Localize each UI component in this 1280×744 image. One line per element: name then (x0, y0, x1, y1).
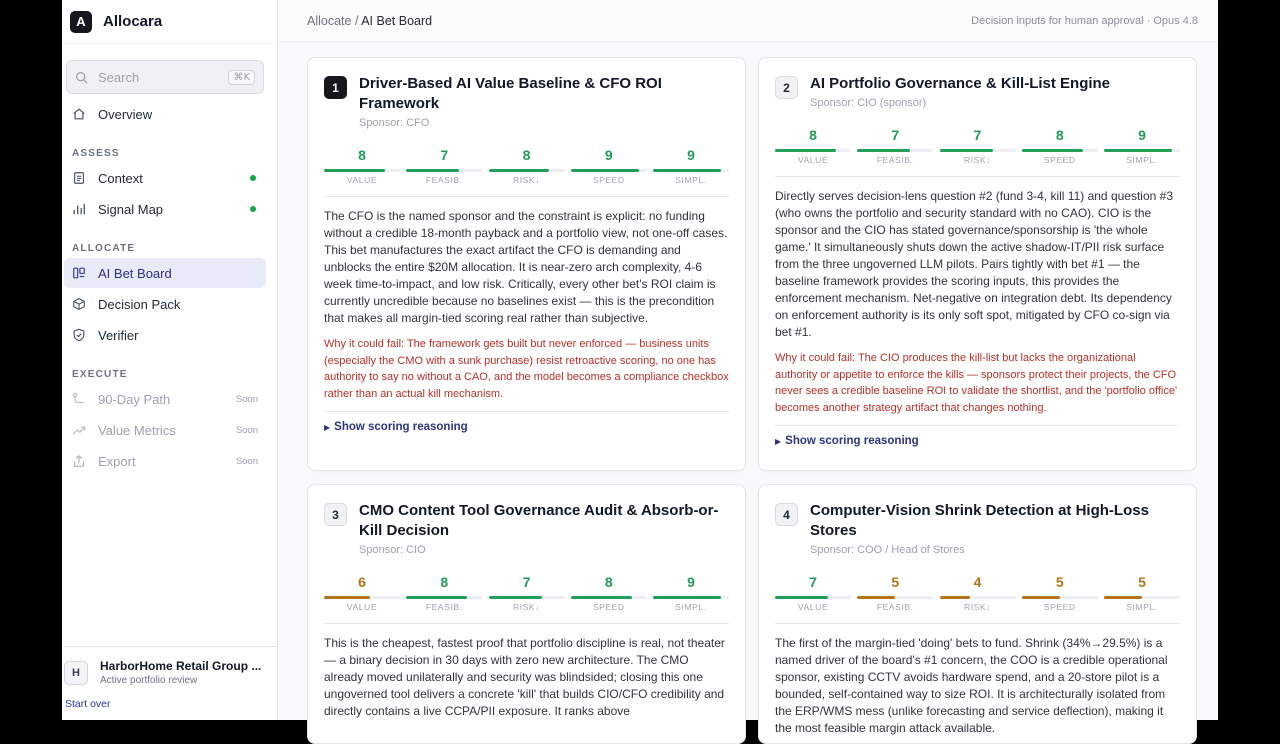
divider (775, 176, 1180, 177)
score-bar-fill (857, 149, 910, 152)
score-bar-fill (324, 596, 370, 599)
score-bar (775, 596, 851, 599)
workspace-name: HarborHome Retail Group ... (100, 659, 262, 673)
sidebar-item-signal-map[interactable] (64, 194, 266, 224)
sidebar-item-label: Export (98, 453, 136, 469)
bet-rationale: Directly serves decision-lens question #2 (fund 3-4, kill 11) and question #3 (who owns the portfolio and security standard with no CAO). CIO is the sponsor and the CIO has stated governance/sponsorship is 'the whole game.' It simultaneously shuts down the active shadow-IT/PII risk surface from the three ungoverned LLM pilots. Pairs tightly with bet #1 — the baseline framework provides the scoring inputs, this provides the enforcement mechanism. Net-negative on integration debt. Its dependency on enforcement authority is its only soft spot, mitigated by CFO co-sign via bet #1. (775, 189, 1173, 339)
section-heading-execute: EXECUTE (72, 369, 128, 380)
divider (324, 623, 729, 624)
divider (324, 196, 729, 197)
score-bar (324, 169, 400, 172)
score-value (324, 574, 400, 612)
score-value: 9 (687, 574, 695, 590)
brand-header (62, 0, 277, 44)
sidebar-nav (62, 99, 277, 476)
soon-badge: Soon (235, 424, 258, 436)
score-label: SIMPL. (675, 175, 707, 185)
show-scoring-reasoning-toggle[interactable] (324, 421, 729, 433)
score-value: 5 (1138, 574, 1146, 590)
score-row (775, 574, 1180, 612)
score-speed (571, 147, 647, 185)
sidebar-item-overview[interactable] (64, 99, 266, 129)
breadcrumb-current: AI Bet Board (361, 13, 433, 28)
bet-title: Computer-Vision Shrink Detection at High-Loss Stores (810, 502, 1149, 539)
app-window (62, 0, 1218, 735)
score-label: VALUE (797, 602, 829, 612)
show-scoring-reasoning-toggle[interactable] (775, 435, 1180, 447)
score-feasib (857, 127, 933, 165)
score-value: 4 (973, 574, 982, 590)
score-bar-fill (1104, 596, 1142, 599)
sidebar-item-ai-bet-board[interactable] (64, 258, 266, 288)
score-label: FEASIB. (425, 175, 463, 185)
caret-right-icon: ▶ (324, 422, 331, 432)
score-value: 8 (604, 574, 613, 590)
score-value: 7 (891, 127, 900, 143)
score-bar-fill (1022, 149, 1083, 152)
bet-card (307, 484, 746, 744)
soon-badge: Soon (235, 393, 258, 405)
sidebar-item-label: Verifier (98, 327, 139, 343)
score-bar (940, 596, 1016, 599)
bet-title: AI Portfolio Governance & Kill-List Engine (810, 75, 1111, 92)
score-simpl (1104, 574, 1180, 612)
sidebar (62, 0, 278, 720)
bet-rank-badge: 1 (324, 76, 347, 99)
score-feasib (406, 147, 482, 185)
score-bar-fill (1104, 149, 1172, 152)
caret-right-icon: ▶ (775, 436, 782, 446)
failure-risk: Why it could fail: The framework gets built but never enforced — business units (especially the CMO with a sunk purchase) resist retroactive scoring, no one has authority to say no without a CAO, and the model becomes a compliance checkbox rather than an actual kill mechanism. (324, 338, 729, 400)
score-risk (940, 127, 1016, 165)
score-bar (653, 596, 729, 599)
score-bar (857, 149, 933, 152)
bet-rationale: The CFO is the named sponsor and the constraint is explicit: no funding without a credible 18-month payback and a portfolio view, not one-off cases. This bet manufactures the exact artifact the CFO is demanding and unblocks the entire $20M allocation. It is near-zero arch complexity, 4-6 week time-to-impact, and low risk. Critically, every other bet's ROI claim is currently uncredible because no baselines exist — this is the precondition that makes all margin-tied scoring real rather than subjective. (324, 209, 728, 325)
app-logo[interactable]: A (70, 11, 92, 33)
score-label: FEASIB. (876, 602, 914, 612)
sidebar-item-export[interactable] (64, 446, 266, 476)
score-row (324, 574, 729, 612)
bet-rank-badge: 4 (775, 503, 798, 526)
score-label: SPEED (592, 175, 625, 185)
search-shortcut: ⌘K (228, 70, 255, 85)
sidebar-item-context[interactable] (64, 163, 266, 193)
shield-check-icon (72, 328, 86, 342)
score-bar-fill (653, 169, 721, 172)
breadcrumb-separator: / (351, 13, 362, 28)
app-name: Allocara (103, 13, 163, 30)
score-bar-fill (489, 169, 550, 172)
sidebar-item-label: 90-Day Path (98, 391, 171, 407)
score-value: 9 (687, 147, 695, 163)
score-label: VALUE (346, 175, 378, 185)
score-bar (940, 149, 1016, 152)
score-label: SIMPL. (1126, 155, 1158, 165)
score-value (775, 574, 851, 612)
main-content (278, 0, 1218, 735)
score-bar (489, 169, 565, 172)
bet-card (758, 484, 1197, 744)
score-value: 7 (973, 127, 982, 143)
score-speed (571, 574, 647, 612)
score-bar-fill (857, 596, 895, 599)
bet-sponsor: Sponsor: CFO (359, 117, 430, 129)
score-bar (406, 596, 482, 599)
board-icon (72, 266, 86, 280)
score-label: SPEED (1043, 602, 1076, 612)
score-value: 8 (1055, 127, 1064, 143)
score-label: RISK↓ (512, 175, 541, 185)
bet-rationale: The first of the margin-tied 'doing' bets to fund. Shrink (34%→29.5%) is a named driver of the board's #1 concern, the COO is a credible operational sponsor, existing CCTV avoids hardware spend, and a 20-store pilot is a bounded, self-contained way to size ROI. It is architecturally isolated from the ERP/WMS mess (unlike forecasting and service deflection), making it the most feasible margin attack available. (775, 636, 1168, 735)
sidebar-item-label: AI Bet Board (98, 265, 172, 281)
score-label: RISK↓ (963, 155, 992, 165)
score-value: 9 (604, 147, 613, 163)
divider (324, 411, 729, 412)
score-feasib (857, 574, 933, 612)
sidebar-item-label: Overview (98, 106, 153, 122)
score-bar-fill (775, 596, 828, 599)
score-value: 7 (440, 147, 449, 163)
score-bar (1104, 596, 1180, 599)
divider (775, 425, 1180, 426)
workspace-switcher[interactable] (62, 646, 277, 686)
score-bar-fill (775, 149, 836, 152)
search-box[interactable] (66, 60, 264, 94)
bet-title: CMO Content Tool Governance Audit & Absorb-or-Kill Decision (359, 502, 719, 539)
bet-card (758, 57, 1197, 471)
score-simpl (653, 574, 729, 612)
score-bar-fill (571, 596, 632, 599)
score-bar-fill (406, 596, 467, 599)
score-value: 8 (440, 574, 449, 590)
score-bar (571, 596, 647, 599)
bet-card (307, 57, 746, 471)
score-risk (940, 574, 1016, 612)
score-bar-fill (489, 596, 542, 599)
score-bar-fill (940, 596, 970, 599)
score-label: RISK↓ (512, 602, 541, 612)
score-value: 5 (1055, 574, 1064, 590)
bet-sponsor: Sponsor: CIO (sponsor) (810, 97, 927, 109)
score-value: 5 (891, 574, 900, 590)
sidebar-item-label: Value Metrics (98, 422, 176, 438)
section-heading-assess: ASSESS (72, 148, 120, 159)
score-label: VALUE (346, 602, 378, 612)
score-bar (406, 169, 482, 172)
document-icon (72, 171, 86, 185)
sidebar-item-value-metrics[interactable] (64, 415, 266, 445)
model-note: Decision inputs for human approval · Opus 4.8 (971, 14, 1198, 27)
workspace-avatar: H (64, 661, 88, 685)
bet-rank-badge: 2 (775, 76, 798, 99)
sidebar-item-90-day-path[interactable] (64, 384, 266, 414)
top-bar (278, 0, 1218, 42)
score-bar-fill (324, 169, 385, 172)
breadcrumb (307, 14, 432, 28)
trend-icon (72, 423, 86, 437)
score-speed (1022, 127, 1098, 165)
sidebar-item-label: Decision Pack (98, 296, 181, 312)
score-label: SPEED (1043, 155, 1076, 165)
path-icon (72, 392, 86, 406)
score-label: SIMPL. (675, 602, 707, 612)
status-dot (250, 206, 256, 212)
failure-risk: Why it could fail: The CIO produces the kill-list but lacks the organizational authority or appetite to enforce the kills — sponsors protect their projects, the CFO never sees a credible baseline ROI to validate the shortlist, and the 'portfolio office' becomes another strategy artifact that changes nothing. (775, 352, 1178, 414)
home-icon (72, 107, 86, 121)
sidebar-item-label: Context (98, 170, 143, 186)
breadcrumb-root[interactable]: Allocate (307, 13, 352, 28)
score-row (324, 147, 729, 185)
score-label: FEASIB. (425, 602, 463, 612)
score-value (775, 127, 851, 165)
score-value: 9 (1138, 127, 1146, 143)
score-bar-fill (1022, 596, 1060, 599)
score-bar-fill (571, 169, 639, 172)
score-risk (489, 147, 565, 185)
score-simpl (653, 147, 729, 185)
toggle-label: Show scoring reasoning (785, 435, 919, 447)
soon-badge: Soon (235, 455, 258, 467)
score-value (324, 147, 400, 185)
sidebar-item-verifier[interactable] (64, 320, 266, 350)
workspace-status: Active portfolio review (100, 675, 198, 686)
bar-chart-icon (72, 202, 86, 216)
cube-icon (72, 297, 86, 311)
score-bar (571, 169, 647, 172)
bet-sponsor: Sponsor: COO / Head of Stores (810, 544, 965, 556)
score-row (775, 127, 1180, 165)
toggle-label: Show scoring reasoning (334, 421, 468, 433)
bet-title: Driver-Based AI Value Baseline & CFO ROI Framework (359, 75, 662, 112)
search-input[interactable] (98, 70, 228, 85)
score-label: SPEED (592, 602, 625, 612)
score-bar (1104, 149, 1180, 152)
divider (775, 623, 1180, 624)
score-value: 7 (522, 574, 531, 590)
bet-rank-badge: 3 (324, 503, 347, 526)
export-icon (72, 454, 86, 468)
score-risk (489, 574, 565, 612)
score-bar (857, 596, 933, 599)
score-bar (1022, 149, 1098, 152)
score-label: SIMPL. (1126, 602, 1158, 612)
score-bar (1022, 596, 1098, 599)
score-bar (489, 596, 565, 599)
score-value: 8 (522, 147, 531, 163)
score-bar (324, 596, 400, 599)
score-bar (775, 149, 851, 152)
score-bar-fill (406, 169, 459, 172)
start-over-link[interactable]: Start over (65, 698, 111, 710)
score-bar-fill (653, 596, 721, 599)
sidebar-item-decision-pack[interactable] (64, 289, 266, 319)
score-value: 8 (358, 147, 366, 163)
score-bar-fill (940, 149, 993, 152)
bet-rationale: This is the cheapest, fastest proof that portfolio discipline is real, not theater — a binary decision in 30 days with zero new architecture. The CMO already moved unilaterally and security was blindsided; closing this one ungoverned tool delivers a concrete 'kill' that builds CIO/CFO credibility and directly contains a live CCPA/PII exposure. It ranks above (324, 636, 725, 718)
score-value: 8 (809, 127, 817, 143)
score-bar (653, 169, 729, 172)
score-simpl (1104, 127, 1180, 165)
search-icon (75, 71, 88, 84)
score-value: 6 (358, 574, 366, 590)
score-feasib (406, 574, 482, 612)
score-label: RISK↓ (963, 602, 992, 612)
score-label: VALUE (797, 155, 829, 165)
section-heading-allocate: ALLOCATE (72, 243, 136, 254)
bet-sponsor: Sponsor: CIO (359, 544, 426, 556)
status-dot (250, 175, 256, 181)
score-speed (1022, 574, 1098, 612)
score-label: FEASIB. (876, 155, 914, 165)
score-value: 7 (809, 574, 817, 590)
sidebar-item-label: Signal Map (98, 201, 164, 217)
